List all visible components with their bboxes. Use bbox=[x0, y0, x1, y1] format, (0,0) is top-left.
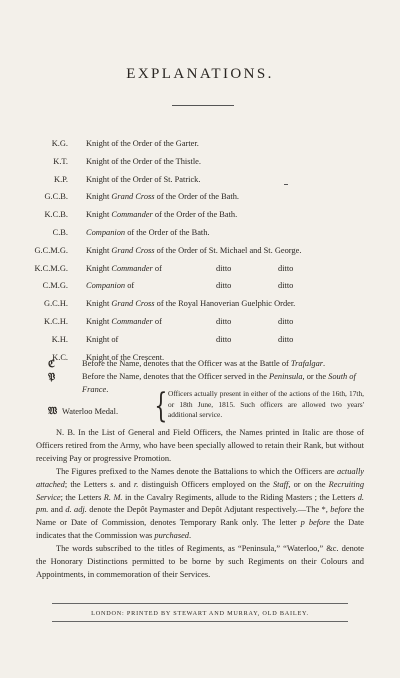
abbreviation-meaning bbox=[86, 137, 199, 150]
trafalgar-note bbox=[82, 358, 364, 371]
ditto-mark: ditto bbox=[278, 334, 294, 344]
figures-italic: s. bbox=[110, 479, 116, 489]
page-title: EXPLANATIONS. bbox=[126, 66, 274, 82]
abbreviation-row bbox=[0, 333, 400, 346]
words-paragraph bbox=[36, 543, 364, 581]
trafalgar-text: Before the Name, denotes that the Officer was at the Battle of bbox=[82, 359, 291, 368]
meaning-italic: Companion bbox=[86, 228, 126, 237]
peninsula-mid: , or the bbox=[302, 372, 329, 381]
figures-italic: Recruiting Service bbox=[36, 479, 365, 502]
meaning-italic: Grand Cross bbox=[111, 192, 155, 202]
abbreviation-meaning bbox=[86, 315, 162, 328]
abbreviation-meaning bbox=[86, 208, 237, 221]
figures-text: The Figures prefixed to the Names denote the Battalions to which the Officers are bbox=[56, 467, 338, 476]
abbreviation-code: K.G. bbox=[51, 139, 68, 148]
footer-rule-top bbox=[52, 603, 348, 604]
peninsula-italic: Peninsula bbox=[269, 372, 303, 381]
meaning-text: of bbox=[152, 263, 162, 273]
abbreviation-meaning bbox=[86, 190, 239, 203]
abbreviation-code: G.C.M.G. bbox=[34, 245, 68, 255]
meaning-italic: Grand Cross bbox=[111, 245, 155, 255]
trafalgar-end: . bbox=[323, 359, 326, 368]
abbreviation-code: K.T. bbox=[53, 156, 68, 166]
abbreviation-code: K.C. bbox=[52, 352, 68, 362]
waterloo-label: Waterloo Medal. bbox=[62, 407, 119, 416]
figures-text: . bbox=[189, 530, 192, 540]
abbreviation-row bbox=[0, 208, 400, 221]
abbreviation-row bbox=[0, 155, 400, 168]
south-of-france-italic: South of France bbox=[82, 372, 356, 394]
figures-text: in the Cavalry Regiments, allude to the Riding Masters ; the Letters bbox=[122, 492, 358, 502]
meaning-text: of bbox=[125, 281, 135, 291]
abbreviation-code: K.P. bbox=[54, 174, 68, 184]
meaning-italic: Companion bbox=[86, 281, 126, 291]
meaning-italic: Grand Cross bbox=[111, 299, 155, 309]
meaning-italic: Commander bbox=[111, 210, 153, 220]
meaning-text: of the Order of St. Michael and St. George. bbox=[154, 245, 302, 255]
meaning-text: of the Order of the Bath. bbox=[154, 192, 239, 202]
figures-text: and bbox=[115, 479, 134, 489]
meaning-text: Knight bbox=[86, 317, 112, 326]
abbreviation-row bbox=[0, 190, 400, 203]
waterloo-brace: { bbox=[154, 386, 168, 426]
ditto-mark: ditto bbox=[216, 281, 232, 291]
nb-text: N. B. In the List of General and Field Officers, the Names printed in Italic are those of Officers retired from the Army, who have been specially allowed to retain their Rank, but without receiving Pay or progressive Promotion. bbox=[36, 428, 364, 463]
abbreviation-code: K.C.M.G. bbox=[34, 263, 68, 273]
figures-italic: d. pm. bbox=[36, 492, 365, 515]
figures-italic: p before bbox=[300, 518, 330, 528]
figures-text: distinguish Officers employed on the bbox=[138, 479, 273, 489]
abbreviation-meaning bbox=[86, 173, 200, 186]
figures-text: the Name or Date of Commission, denotes Temporary Rank only. The letter bbox=[36, 505, 365, 528]
abbreviation-row bbox=[0, 279, 400, 292]
figures-italic: d. adj. bbox=[65, 505, 87, 515]
abbreviation-row bbox=[0, 137, 400, 150]
meaning-text: Knight bbox=[86, 192, 112, 202]
ditto-mark: ditto bbox=[216, 334, 232, 344]
nb-paragraph bbox=[36, 427, 364, 465]
abbreviation-code: K.C.B. bbox=[44, 210, 68, 220]
title-rule bbox=[172, 105, 234, 106]
abbreviation-code: G.C.B. bbox=[44, 192, 68, 202]
peninsula-symbol: 𝔓 bbox=[48, 372, 56, 383]
peninsula-text: Before the Name, denotes that the Officer served in the bbox=[82, 372, 270, 381]
figures-italic: actually attached bbox=[36, 467, 364, 489]
figures-text: denote the Depôt Paymaster and Depôt Adjutant respectively.—The *, bbox=[86, 505, 331, 515]
ditto-mark: ditto bbox=[216, 263, 232, 273]
abbreviation-row bbox=[0, 173, 400, 186]
abbreviation-row bbox=[0, 262, 400, 275]
meaning-text: Knight of the Order of the Thistle. bbox=[86, 156, 201, 166]
figures-italic: r. bbox=[133, 479, 139, 489]
waterloo-description: Officers actually present in either of the actions of the 16th, 17th, or 18th June, 1815. Such officers are allowed two years' additional service. bbox=[168, 389, 364, 419]
meaning-text: Knight bbox=[86, 210, 112, 220]
abbreviation-code: K.H. bbox=[51, 334, 68, 344]
ditto-mark: ditto bbox=[278, 281, 294, 291]
meaning-text: of the Royal Hanoverian Guelphic Order. bbox=[154, 299, 296, 309]
abbreviation-meaning bbox=[86, 262, 162, 275]
footer-rule-bottom bbox=[52, 621, 348, 622]
meaning-text: Knight of the Crescent. bbox=[86, 352, 165, 362]
meaning-text: Knight bbox=[86, 263, 112, 273]
meaning-italic: Commander bbox=[111, 317, 153, 326]
abbreviation-meaning bbox=[86, 297, 295, 310]
figures-italic: Staff bbox=[272, 479, 289, 489]
meaning-text: of the Order of the Bath. bbox=[152, 210, 238, 220]
trafalgar-symbol: ℭ bbox=[48, 359, 56, 370]
abbreviation-code: C.M.G. bbox=[42, 281, 68, 291]
meaning-text: Knight bbox=[86, 245, 112, 255]
abbreviation-meaning bbox=[86, 333, 118, 346]
abbreviation-code: K.C.H. bbox=[44, 317, 68, 326]
figures-italic: before bbox=[330, 505, 352, 515]
figures-italic: R. M. bbox=[103, 492, 123, 502]
abbreviation-code: C.B. bbox=[52, 228, 68, 237]
figures-text: ; the Letters bbox=[64, 479, 111, 489]
figures-italic: purchased bbox=[154, 530, 189, 540]
meaning-text: Knight of bbox=[86, 334, 119, 344]
abbreviation-row bbox=[0, 244, 400, 257]
meaning-text: of bbox=[152, 317, 162, 326]
figures-text: , or on the bbox=[288, 479, 329, 489]
ditto-mark: ditto bbox=[216, 317, 232, 326]
abbreviation-meaning bbox=[86, 155, 201, 168]
abbreviation-meaning bbox=[86, 226, 210, 239]
ditto-mark: ditto bbox=[278, 263, 294, 273]
meaning-text: of the Order of the Bath. bbox=[125, 228, 210, 237]
figures-text: the Date indicates that the Commission was bbox=[36, 518, 364, 540]
peninsula-end: . bbox=[106, 384, 109, 394]
abbreviation-row bbox=[0, 315, 400, 328]
waterloo-symbol: 𝔚 bbox=[48, 406, 58, 417]
meaning-text: Knight bbox=[86, 299, 112, 309]
figures-text: and bbox=[48, 505, 66, 515]
abbreviation-meaning bbox=[86, 244, 301, 257]
figures-paragraph bbox=[36, 466, 364, 543]
printer-imprint: LONDON: PRINTED BY STEWART AND MURRAY, OLD BAILEY. bbox=[91, 610, 309, 617]
figures-text: ; the Letters bbox=[60, 492, 104, 502]
trafalgar-italic: Trafalgar bbox=[290, 359, 324, 368]
meaning-italic: Commander bbox=[111, 263, 153, 273]
ditto-mark: ditto bbox=[278, 317, 294, 326]
abbreviation-code: G.C.H. bbox=[44, 299, 68, 309]
meaning-text: Knight of the Order of the Garter. bbox=[86, 139, 199, 148]
abbreviation-row bbox=[0, 297, 400, 310]
words-text: The words subscribed to the titles of Regiments, as “Peninsula,” “Waterloo,” &c. denote the Honorary Distinctions permitted to be borne by such Regiments on their Colours and Appointments, in commemoration of their Services. bbox=[36, 544, 364, 579]
abbreviation-meaning bbox=[86, 279, 134, 292]
printer-mark bbox=[284, 184, 288, 185]
meaning-text: Knight of the Order of St. Patrick. bbox=[86, 174, 201, 184]
abbreviation-row bbox=[0, 226, 400, 239]
